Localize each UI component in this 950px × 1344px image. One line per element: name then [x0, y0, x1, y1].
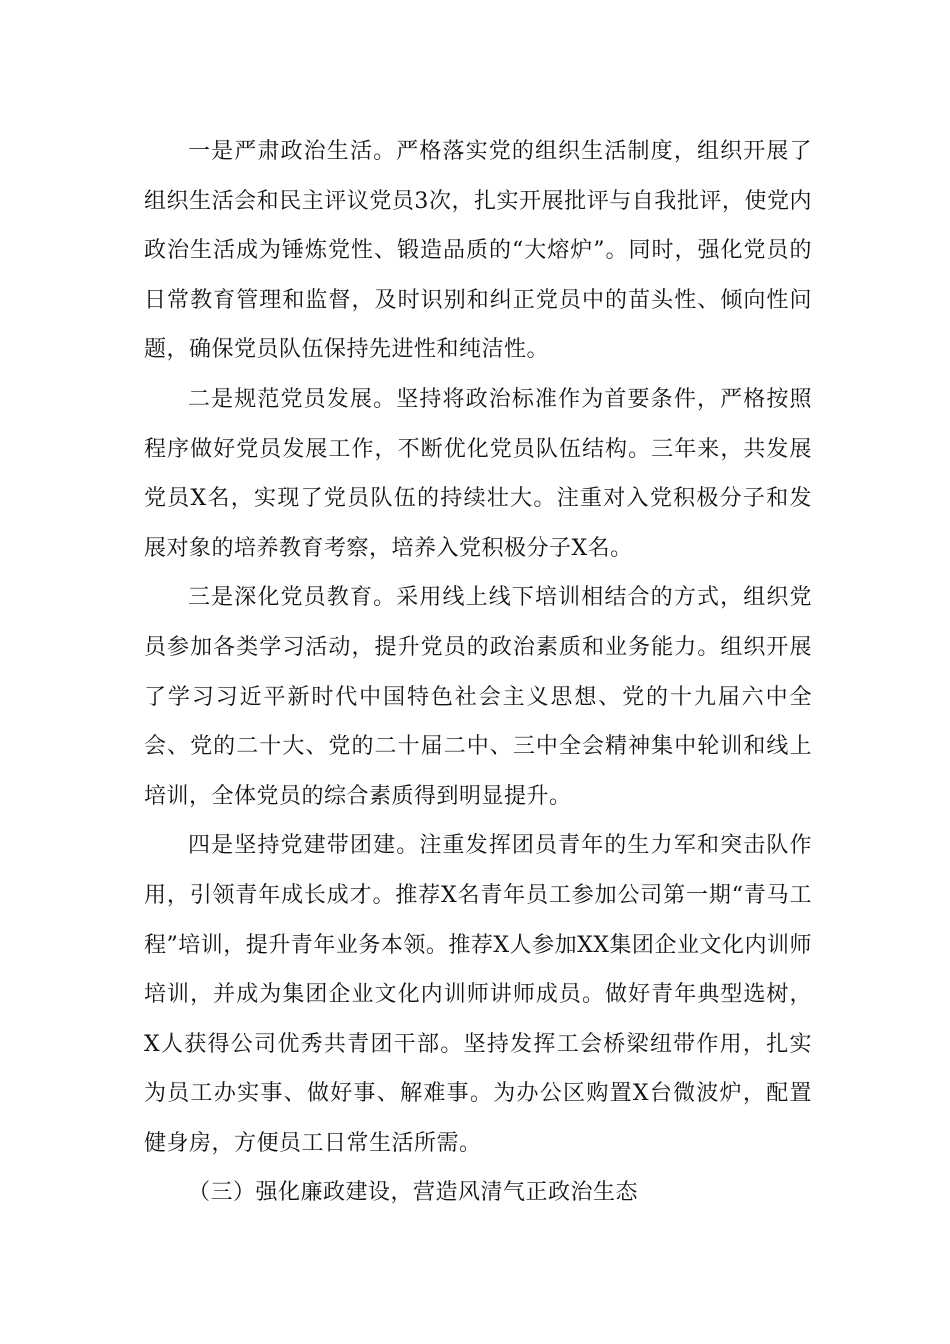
paragraph-member-education: 三是深化党员教育。采用线上线下培训相结合的方式，组织党员参加各类学习活动，提升党员的政治素质和业务能力。组织开展了学习习近平新时代中国特色社会主义思想、党的十九届六中全会、党的二十大、党的二十届二中、三中全会精神集中轮训和线上培训，全体党员的综合素质得到明显提升。: [144, 585, 812, 809]
document-body: [144, 127, 812, 1218]
paragraph-party-league-building: 四是坚持党建带团建。注重发挥团员青年的生力军和突击队作用，引领青年成长成才。推荐X名青年员工参加公司第一期“青马工程”培训，提升青年业务本领。推荐X人参加XX集团企业文化内训师培训，并成为集团企业文化内训师讲师成员。做好青年典型选树，X人获得公司优秀共青团干部。坚持发挥工会桥梁纽带作用，扎实为员工办实事、做好事、解难事。为办公区购置X台微波炉，配置健身房，方便员工日常生活所需。: [144, 833, 812, 1156]
paragraph-member-development: 二是规范党员发展。坚持将政治标准作为首要条件，严格按照程序做好党员发展工作，不断优化党员队伍结构。三年来，共发展党员X名，实现了党员队伍的持续壮大。注重对入党积极分子和发展对象的培养教育考察，培养入党积极分子X名。: [144, 386, 812, 561]
paragraph-strict-political-life: 一是严肃政治生活。严格落实党的组织生活制度，组织开展了组织生活会和民主评议党员3次，扎实开展批评与自我批评，使党内政治生活成为锤炼党性、锻造品质的“大熔炉”。同时，强化党员的日常教育管理和监督，及时识别和纠正党员中的苗头性、倾向性问题，确保党员队伍保持先进性和纯洁性。: [144, 139, 812, 363]
section-heading: （三）强化廉政建设，营造风清气正政治生态: [188, 1180, 639, 1206]
